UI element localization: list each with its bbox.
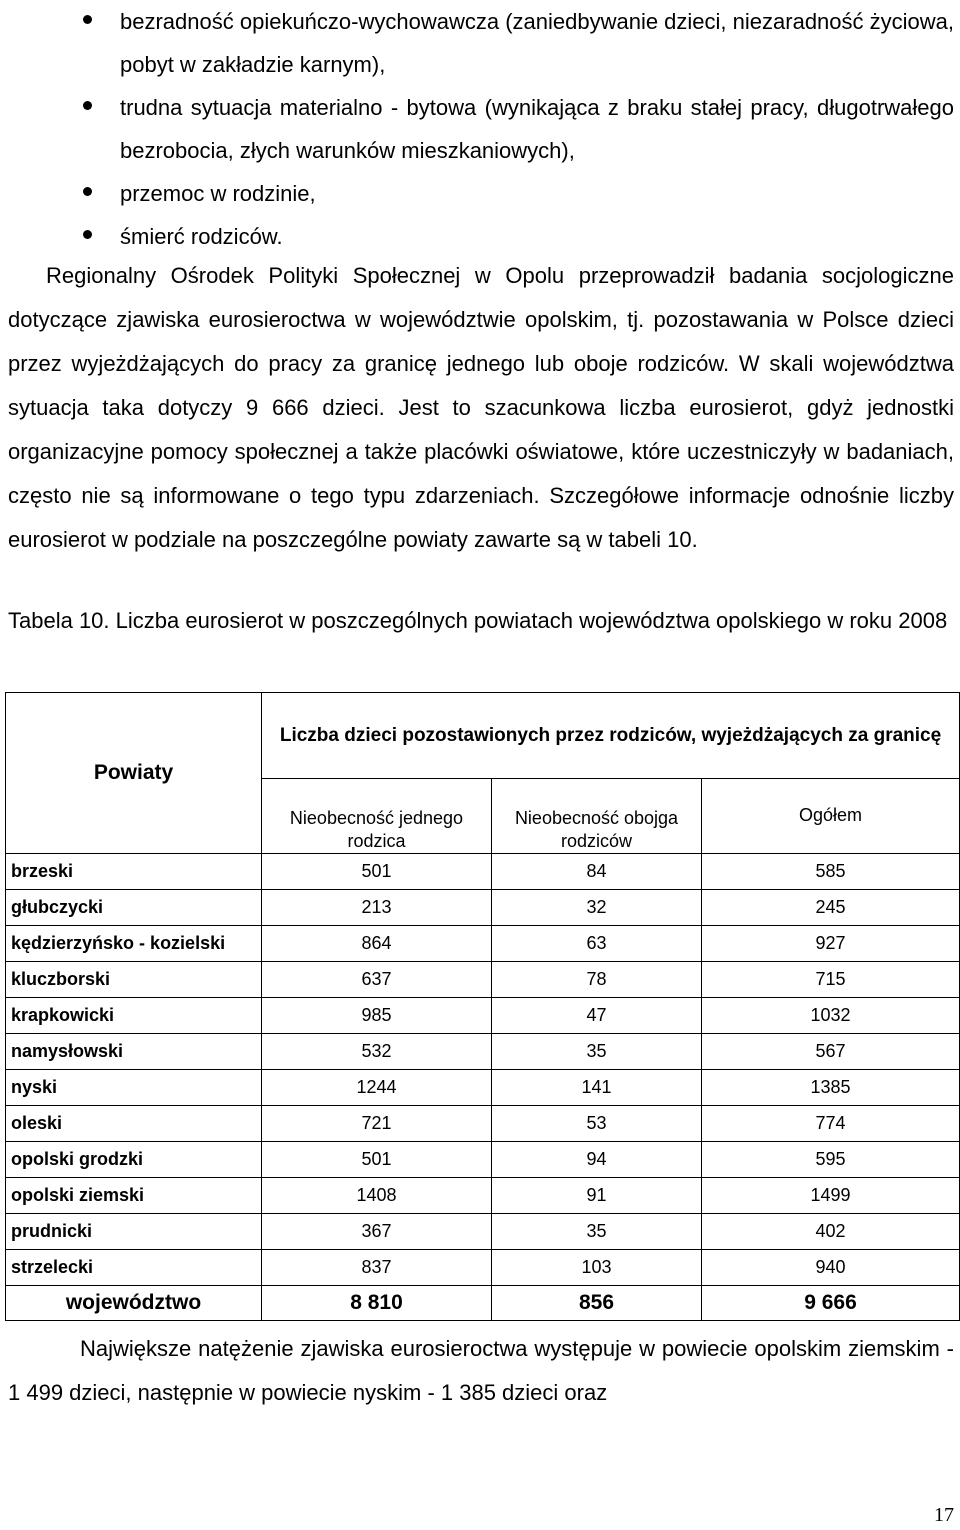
cell-both: 141 [492,1070,702,1106]
header-one-parent: Nieobecność jednego rodzica [262,778,492,853]
cell-one: 837 [262,1250,492,1286]
table-caption: Tabela 10. Liczba eurosierot w poszczególnych powiatach województwa opolskiego w roku 2008 [8,608,948,633]
cell-powiat: namysłowski [6,1034,262,1070]
cell-both: 47 [492,998,702,1034]
body-paragraph: Regionalny Ośrodek Polityki Społecznej w Opolu przeprowadził badania socjologiczne dotyczące zjawiska eurosieroctwa w województwie opolskim, tj. pozostawania w Polsce dzieci przez wyjeżdżających do pracy za granicę jednego lub oboje rodziców. W skali województwa sytuacja taka dotyczy 9 666 dzieci. Jest to szacunkowa liczba eurosierot, gdyż jednostki organizacyjne pomocy społecznej a także placówki oświatowe, które uczestniczyły w badaniach, często nie są informowane o tego typu zdarzeniach. Szczegółowe informacje odnośnie liczby eurosierot w podziale na poszczególne powiaty zawarte są w tabeli 10. [8,263,954,552]
cell-total: 595 [702,1142,960,1178]
bullet-item [0,172,960,215]
cell-one: 1244 [262,1070,492,1106]
cell-one: 501 [262,854,492,890]
bullet-item [0,215,960,258]
cell-total: 1385 [702,1070,960,1106]
table-row [6,998,960,1034]
cell-one: 367 [262,1214,492,1250]
cell-powiat: oleski [6,1106,262,1142]
cell-both: 91 [492,1178,702,1214]
header-group: Liczba dzieci pozostawionych przez rodziców, wyjeżdżających za granicę [262,693,960,779]
cell-total: 245 [702,890,960,926]
cell-both: 103 [492,1250,702,1286]
bullet-text: trudna sytuacja materialno - bytowa (wynikająca z braku stałej pracy, długotrwałego bezrobocia, złych warunków mieszkaniowych), [120,95,954,163]
cell-one: 864 [262,926,492,962]
cell-total: 1499 [702,1178,960,1214]
cell-both: 35 [492,1034,702,1070]
bullet-text: bezradność opiekuńczo-wychowawcza (zaniedbywanie dzieci, niezaradność życiowa, pobyt w zakładzie karnym), [120,9,954,77]
cell-powiat: głubczycki [6,890,262,926]
cell-powiat: strzelecki [6,1250,262,1286]
table-row [6,1178,960,1214]
cell-sum-total: 9 666 [702,1286,960,1321]
cell-wojewodztwo: województwo [6,1286,262,1321]
cell-total: 774 [702,1106,960,1142]
cell-total: 402 [702,1214,960,1250]
cell-one: 1408 [262,1178,492,1214]
cell-both: 94 [492,1142,702,1178]
cell-both: 32 [492,890,702,926]
cell-total: 715 [702,962,960,998]
cell-total: 927 [702,926,960,962]
bullet-item [0,86,960,172]
table-row [6,962,960,998]
cell-both: 63 [492,926,702,962]
bullet-text: śmierć rodziców. [120,224,283,249]
table-row [6,1142,960,1178]
cell-powiat: kluczborski [6,962,262,998]
table-row [6,1214,960,1250]
cell-both: 53 [492,1106,702,1142]
cell-one: 532 [262,1034,492,1070]
cell-one: 213 [262,890,492,926]
cell-powiat: opolski grodzki [6,1142,262,1178]
table-row [6,1070,960,1106]
header-powiaty: Powiaty [6,693,262,854]
bullet-item [0,0,960,86]
cell-powiat: krapkowicki [6,998,262,1034]
table-row [6,854,960,890]
cell-sum-both: 856 [492,1286,702,1321]
cell-powiat: opolski ziemski [6,1178,262,1214]
table-row [6,926,960,962]
bullet-text: przemoc w rodzinie, [120,181,316,206]
cell-one: 637 [262,962,492,998]
cell-total: 940 [702,1250,960,1286]
table-row [6,1034,960,1070]
cell-one: 501 [262,1142,492,1178]
cell-powiat: kędzierzyńsko - kozielski [6,926,262,962]
cell-one: 985 [262,998,492,1034]
table-sum-row [6,1286,960,1321]
cell-total: 567 [702,1034,960,1070]
header-both-parents: Nieobecność obojga rodziców [492,778,702,853]
cell-powiat: prudnicki [6,1214,262,1250]
cell-total: 1032 [702,998,960,1034]
cell-both: 78 [492,962,702,998]
bullet-dot-icon [83,101,92,110]
cell-one: 721 [262,1106,492,1142]
closing-paragraph: Największe natężenie zjawiska eurosieroctwa występuje w powiecie opolskim ziemskim - 1 499 dzieci, następnie w powiecie nyskim - 1 385 dzieci oraz [8,1336,954,1405]
page-number: 17 [934,1504,954,1526]
cell-powiat: brzeski [6,854,262,890]
cell-both: 35 [492,1214,702,1250]
table-row [6,1106,960,1142]
cell-powiat: nyski [6,1070,262,1106]
bullet-dot-icon [83,15,92,24]
eurosieroty-table [5,692,960,1321]
bullet-list [0,0,960,258]
table-row [6,1250,960,1286]
cell-total: 585 [702,854,960,890]
header-total: Ogółem [702,778,960,853]
bullet-dot-icon [83,187,92,196]
cell-both: 84 [492,854,702,890]
bullet-dot-icon [83,230,92,239]
table-row [6,890,960,926]
cell-sum-one: 8 810 [262,1286,492,1321]
